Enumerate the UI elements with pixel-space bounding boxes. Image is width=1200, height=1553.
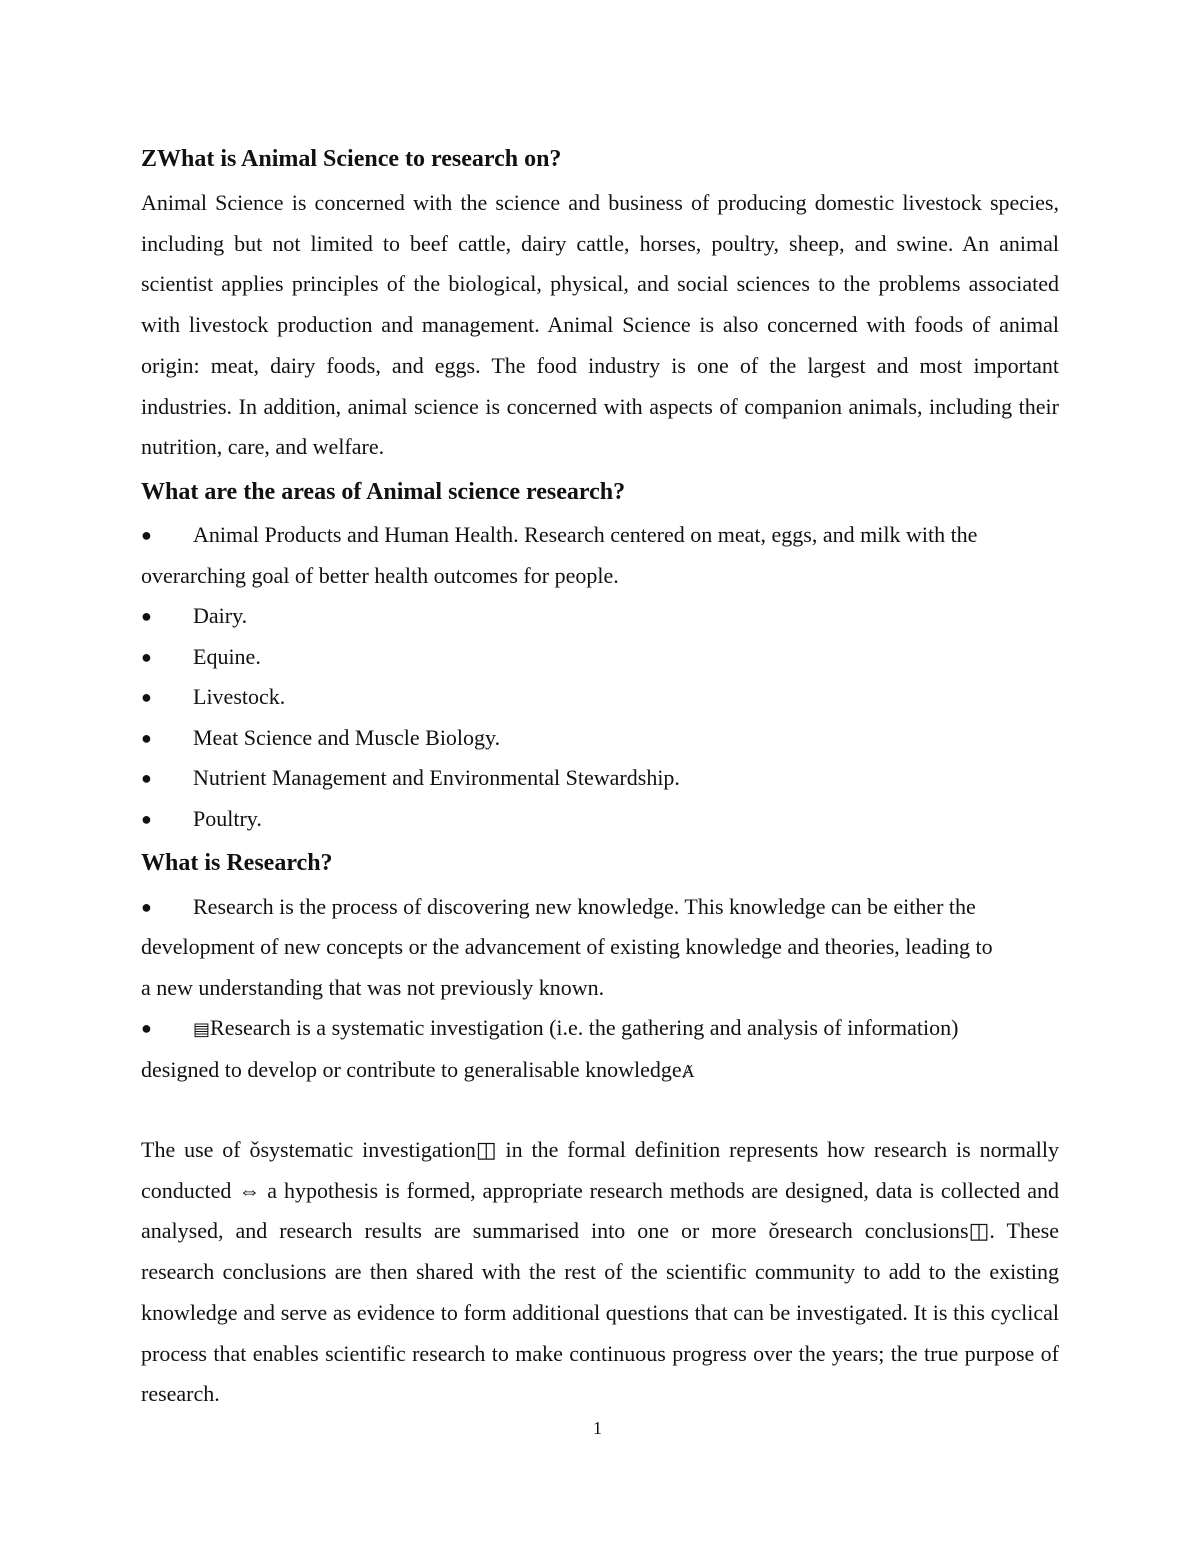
list-item-text: Animal Products and Human Health. Research centered on meat, eggs, and milk with the: [193, 522, 978, 547]
list-item: [141, 804, 262, 834]
bullet-icon: ●: [141, 728, 152, 748]
list-item-text: Research is the process of discovering new knowledge. This knowledge can be either the: [193, 894, 976, 919]
list-item-text: designed to develop or contribute to generalisable knowledge: [141, 1057, 682, 1082]
list-item-text: Research is a systematic investigation (i.e. the gathering and analysis of information): [210, 1015, 959, 1040]
list-item: [141, 601, 247, 631]
list-item-text: Dairy.: [193, 603, 248, 628]
list-item-continuation: development of new concepts or the advancement of existing knowledge and theories, leading to: [141, 934, 993, 959]
paragraph-systematic-investigation: The use of ǒsystematic investigation◫ in the formal definition represents how research is normally conducted ⇔ a hypothesis is formed, appropriate research methods are designed, data is collected and analysed, and research results are summarised into one or more ǒresearch conclusions◫. These research conclusions are then shared with the rest of the scientific community to add to the existing knowledge and serve as evidence to form additional questions that can be investigated. It is this cyclical process that enables scientific research to make continuous progress over the years; the true purpose of research.: [141, 1137, 1059, 1407]
heading-animal-science: ZWhat is Animal Science to research on?: [141, 146, 562, 172]
bullet-icon: ●: [141, 809, 152, 829]
list-item-text: Livestock.: [193, 684, 286, 709]
bullet-icon: ●: [141, 647, 152, 667]
bullet-icon: ●: [141, 897, 152, 917]
bullet-icon: ●: [141, 1018, 152, 1038]
list-item-text: Equine.: [193, 644, 261, 669]
list-item-text: Nutrient Management and Environmental Stewardship.: [193, 765, 680, 790]
list-item-text: Meat Science and Muscle Biology.: [193, 725, 501, 750]
heading-what-is-research: What is Research?: [141, 850, 333, 876]
list-item: [141, 520, 977, 550]
list-item: [141, 682, 285, 712]
document-icon: ▤: [193, 1019, 211, 1039]
list-item-continuation: overarching goal of better health outcomes for people.: [141, 563, 619, 588]
list-item-text: Poultry.: [193, 806, 262, 831]
list-item-continuation: [141, 1055, 695, 1086]
list-item: [141, 723, 500, 753]
list-item: [141, 642, 261, 672]
bullet-icon: ●: [141, 768, 152, 788]
heading-research-areas: What are the areas of Animal science research?: [141, 479, 626, 505]
bullet-icon: ●: [141, 525, 152, 545]
bullet-icon: ●: [141, 687, 152, 707]
garbled-glyph-icon: Ⱥ: [681, 1061, 695, 1081]
list-item: [141, 1013, 958, 1044]
list-item: [141, 892, 976, 922]
page-number: 1: [593, 1418, 602, 1438]
list-item: [141, 763, 680, 793]
bullet-icon: ●: [141, 606, 152, 626]
list-item-continuation: a new understanding that was not previously known.: [141, 975, 605, 1000]
paragraph-animal-science: Animal Science is concerned with the science and business of producing domestic livestock species, including but not limited to beef cattle, dairy cattle, horses, poultry, sheep, and swine. An animal scientist applies principles of the biological, physical, and social sciences to the problems associated with livestock production and management. Animal Science is also concerned with foods of animal origin: meat, dairy foods, and eggs. The food industry is one of the largest and most important industries. In addition, animal science is concerned with aspects of companion animals, including their nutrition, care, and welfare.: [141, 190, 1059, 460]
